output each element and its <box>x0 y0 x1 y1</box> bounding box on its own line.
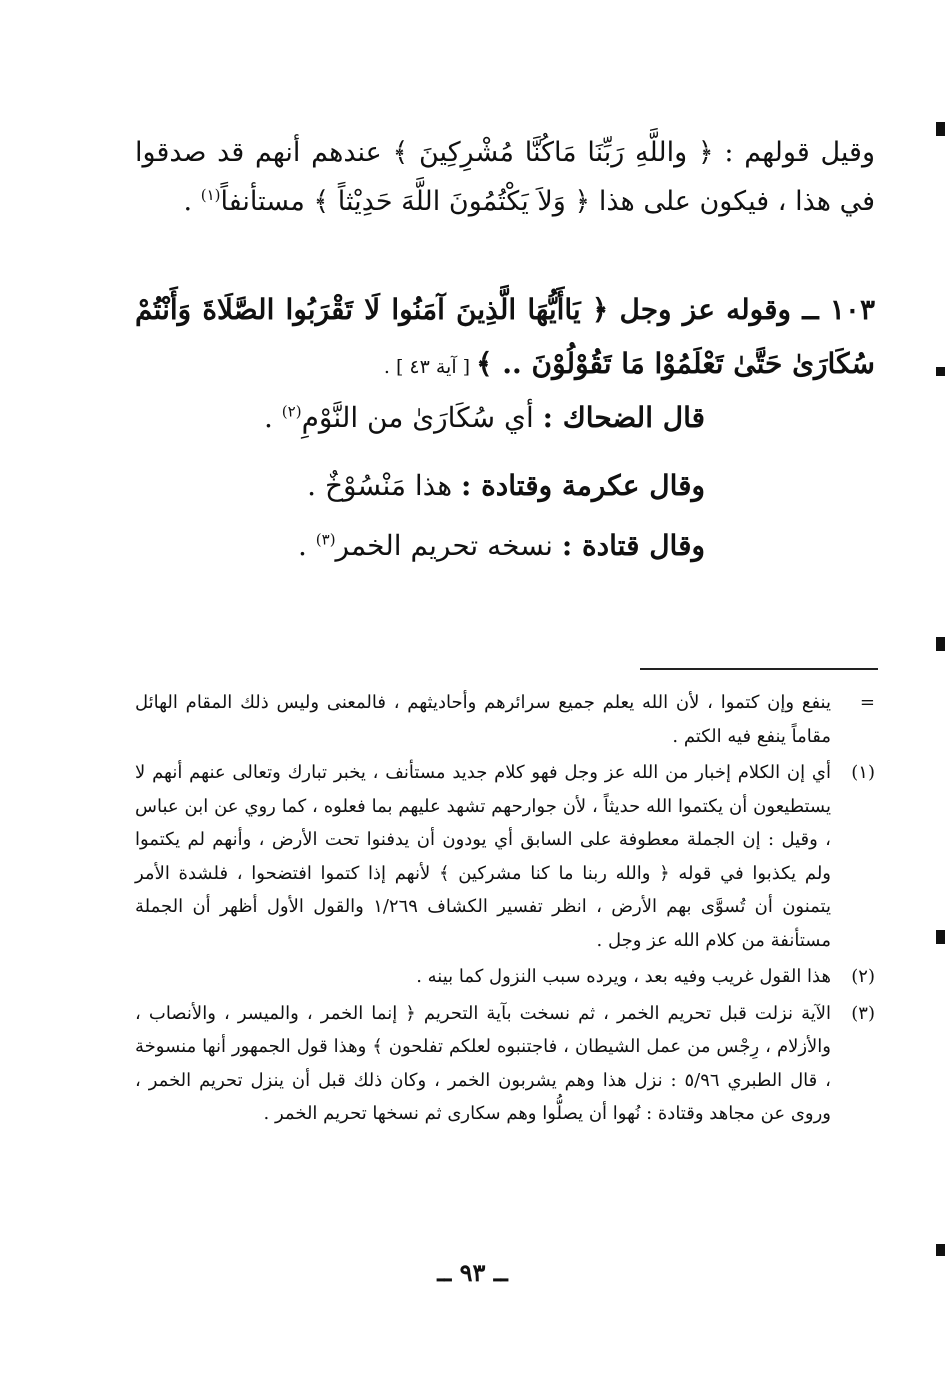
footnote-text: هذا القول غريب وفيه بعد ، ويرده سبب النزول كما بينه . <box>416 966 831 987</box>
verse-heading: ١٠٣ ــ وقوله عز وجل ﴿ يَاأَيُّهَا الَّذِينَ آمَنُوا لَا تَقْرَبُوا الصَّلَاةَ وَأَنْتُمْ سُكَارَىٰ حَتَّىٰ تَعْلَمُوْا مَا تَقُوْلُوْنَ .. ﴾ <box>135 293 875 380</box>
footnote-text: ينفع وإن كتموا ، لأن الله يعلم جميع سرائرهم وأحاديثهم ، فالمعنى وليس ذلك المقام الهائل مقاماً ينفع فيه الكتم . <box>135 692 831 747</box>
paragraph-text: وقيل قولهم : ﴿ واللَّهِ رَبِّنَا مَاكُنَّا مُشْرِكِينَ ﴾ عندهم أنهم قد صدقوا في هذا ، فيكون على هذا ﴿ وَلاَ يَكْتُمُونَ اللَّهَ حَدِيْثاً ﴾ مستأنفاً <box>135 137 875 217</box>
footnote-continuation <box>135 686 875 753</box>
footnote-1 <box>135 756 875 957</box>
scan-edge-mark <box>936 637 945 651</box>
footnote-3 <box>135 997 875 1131</box>
quote-qatada <box>145 526 705 566</box>
quote-text: أي سُكَارَىٰ من النَّوْمِ <box>301 401 543 434</box>
footnote-2 <box>135 960 875 994</box>
quote-speaker: وقال قتادة : <box>561 529 705 562</box>
footnote-ref-1: (١) <box>200 186 221 204</box>
footnote-separator <box>640 668 878 670</box>
scan-edge-mark <box>936 1244 945 1256</box>
footnote-marker: (٢) <box>851 966 875 987</box>
quote-ikrima-qatada <box>145 466 705 506</box>
quote-dahhak <box>145 398 705 438</box>
quote-end: . <box>297 529 316 562</box>
paragraph-qawluhum <box>135 128 875 226</box>
footnote-marker: = <box>859 692 875 713</box>
quote-text: هذا مَنْسُوْخٌ . <box>307 469 461 502</box>
footnote-marker: (١) <box>851 762 875 783</box>
ayah-reference: [ آية ٤٣ ] . <box>383 356 477 378</box>
footnotes <box>135 686 875 1134</box>
scan-edge-mark <box>936 930 945 944</box>
footnote-ref-3: (٣) <box>315 530 336 549</box>
footnote-text: الآية نزلت قبل تحريم الخمر ، ثم نسخت بآية التحريم ﴿ إنما الخمر ، والميسر ، والأنصاب ، والأزلام ، رِجْس من عمل الشيطان ، فاجتنبوه لعلكم تفلحون ﴾ وهذا قول الجمهور أنها منسوخة ، قال الطبري ٥/٩٦ : نزل هذا وهم يشربون الخمر ، وكان ذلك قبل أن ينزل تحريم الخمر ، وروى عن مجاهد وقتادة : نُهوا أن يصلُّوا وهم سكارى ثم نسخها تحريم الخمر . <box>135 1002 832 1124</box>
footnote-text: أي إن الكلام إخبار من الله عز وجل فهو كلام جديد مستأنف ، يخبر تبارك وتعالى عنهم أنهم لا يستطيعون أن يكتموا الله حديثاً ، لأن جوارحهم تشهد عليهم بما فعلوه ، كما روي عن ابن عباس ، وقيل : إن الجملة معطوفة على السابق أي يودون أن يدفنوا تحت الأرض ، وأنهم لم يكتموا ولم يكذبوا في قوله ﴿ والله ربنا ما كنا مشركين ﴾ لأنهم إذا كتموا افتضحوا ، فلشدة الأمر يتمنون أن تُسوَّى بهم الأرض ، انظر تفسير الكشاف ١/٢٦٩ والقول الأول أظهر أن الجملة مستأنفة من كلام الله عز وجل . <box>135 762 832 951</box>
paragraph-103 <box>135 283 875 394</box>
quote-speaker: وقال عكرمة وقتادة : <box>460 469 705 502</box>
quote-end: . <box>263 401 282 434</box>
paragraph-end: . <box>183 186 201 217</box>
quote-text: نسخه تحريم الخمر <box>335 529 562 562</box>
scan-edge-mark <box>936 122 945 136</box>
footnote-ref-2: (٢) <box>281 402 302 421</box>
page-number: ــ ٩٣ ــ <box>437 1258 508 1287</box>
quote-speaker: قال الضحاك : <box>542 401 705 434</box>
footnote-marker: (٣) <box>851 1002 875 1024</box>
scan-edge-mark <box>936 367 945 376</box>
